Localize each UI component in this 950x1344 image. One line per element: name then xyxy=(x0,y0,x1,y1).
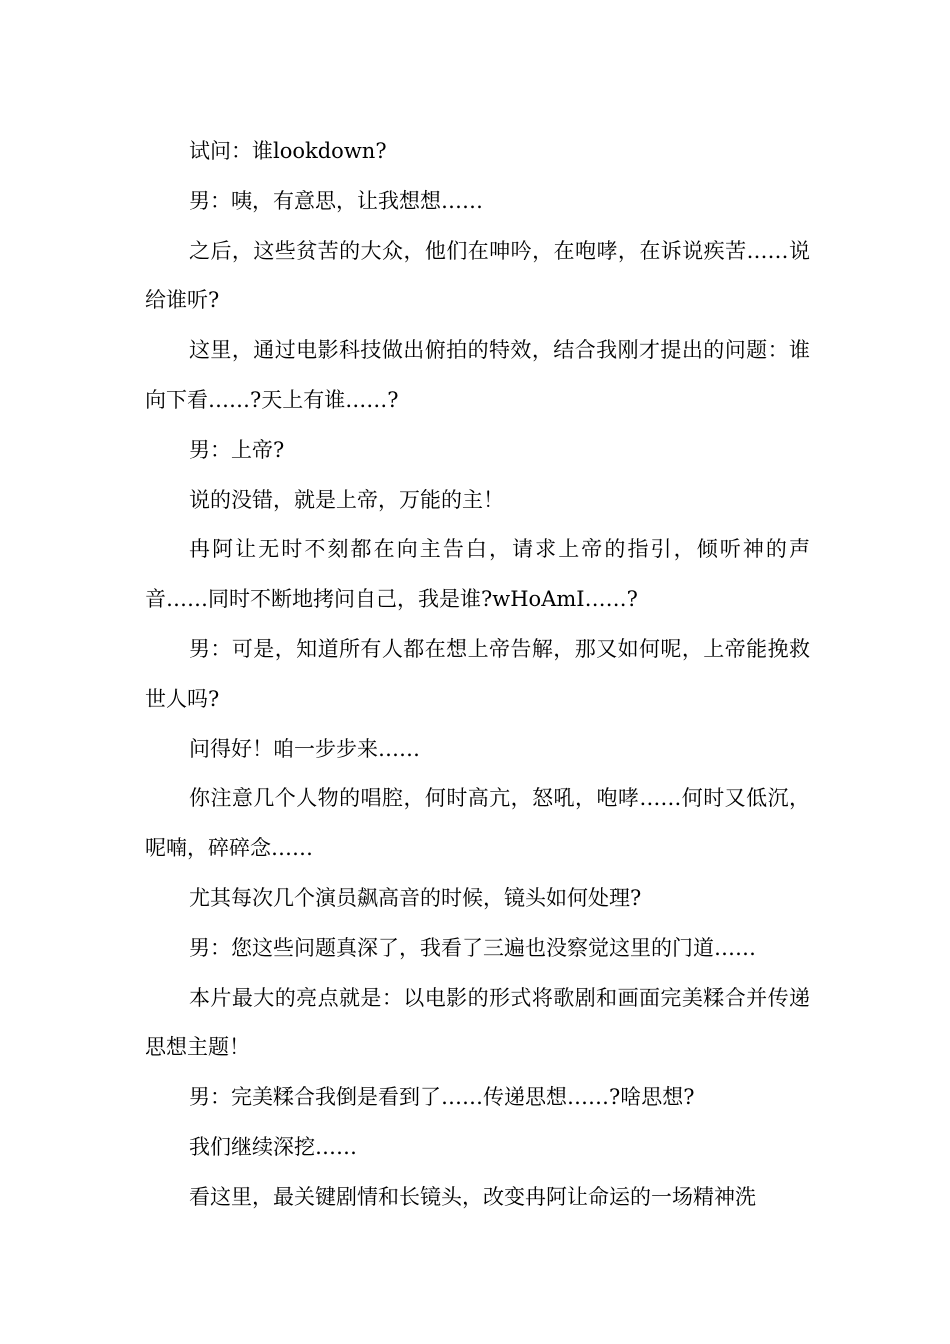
paragraph: 说的没错，就是上帝，万能的主！ xyxy=(189,487,504,512)
paragraph: 我们继续深挖…… xyxy=(189,1134,357,1159)
paragraph: 这里，通过电影科技做出俯拍的特效，结合我刚才提出的问题：谁向下看……?天上有谁……? xyxy=(145,338,810,412)
paragraph: 尤其每次几个演员飙高音的时候，镜头如何处理? xyxy=(189,885,642,910)
paragraph: 男：您这些问题真深了，我看了三遍也没察觉这里的门道…… xyxy=(189,935,756,960)
paragraph: 男：咦，有意思，让我想想…… xyxy=(189,188,483,213)
paragraph: 看这里，最关键剧情和长镜头，改变冉阿让命运的一场精神洗 xyxy=(189,1184,756,1209)
document-body xyxy=(145,127,810,1223)
paragraph: 本片最大的亮点就是：以电影的形式将歌剧和画面完美糅合并传递思想主题！ xyxy=(145,985,810,1060)
paragraph: 试问：谁lookdown? xyxy=(189,139,387,163)
paragraph: 之后，这些贫苦的大众，他们在呻吟，在咆哮，在诉说疾苦……说给谁听? xyxy=(145,238,810,313)
paragraph: 男：可是，知道所有人都在想上帝告解，那又如何呢，上帝能挽救世人吗? xyxy=(145,636,810,711)
paragraph: 冉阿让无时不刻都在向主告白，请求上帝的指引，倾听神的声音……同时不断地拷问自己，我是谁?wHoAmI……? xyxy=(145,537,810,612)
paragraph: 你注意几个人物的唱腔，何时高亢，怒吼，咆哮……何时又低沉，呢喃，碎碎念…… xyxy=(145,786,810,861)
paragraph: 问得好！咱一步步来…… xyxy=(189,736,420,761)
paragraph: 男：上帝? xyxy=(189,437,285,462)
paragraph: 男：完美糅合我倒是看到了……传递思想……?啥思想? xyxy=(189,1085,695,1110)
